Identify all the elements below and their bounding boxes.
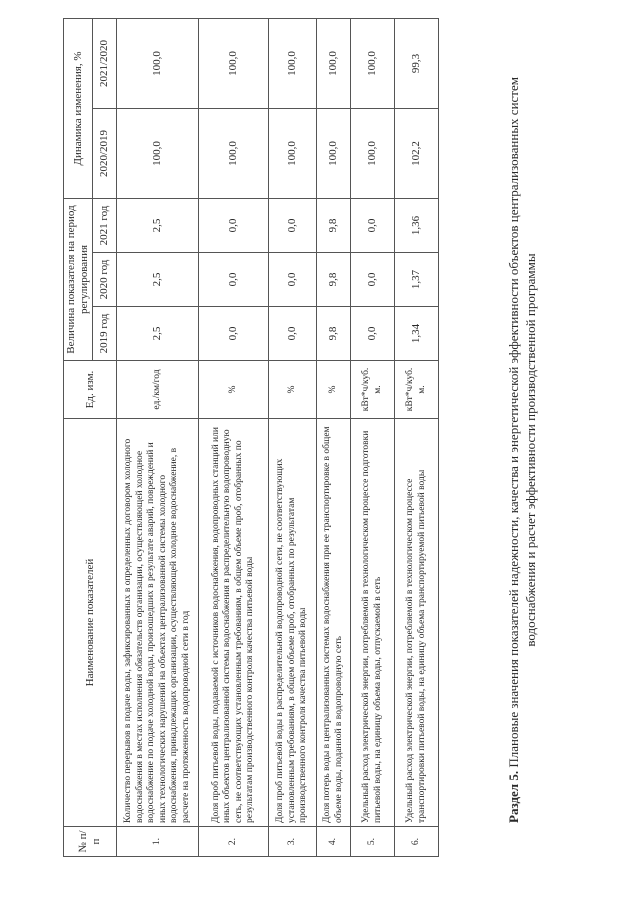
row-dynamics-1: 102,2	[395, 108, 439, 198]
table-row	[269, 18, 317, 856]
year-2020-header: 2020 год	[93, 253, 117, 307]
row-dynamics-1: 100,0	[199, 108, 269, 198]
row-value-2021: 2,5	[117, 198, 199, 252]
row-num: 3.	[269, 827, 317, 857]
year-2019-header: 2019 год	[93, 307, 117, 361]
section-title: Плановые значения показателей надежности, качества и энергетической эффективности объектов централизованных систем водоснабжения и расчет эффективности производственной программы	[506, 77, 538, 771]
table-row	[117, 18, 199, 856]
row-value-2020: 9,8	[317, 253, 351, 307]
row-value-2021: 0,0	[199, 198, 269, 252]
row-value-2020: 0,0	[351, 253, 395, 307]
row-name: Доля проб питьевой воды в распределительной водопроводной сети, не соответствующих установленным требованиям, в общем объеме проб, отобранных по результатам производственного контроля качества питьевой воды	[269, 419, 317, 827]
row-value-2021: 0,0	[269, 198, 317, 252]
row-value-2021: 9,8	[317, 198, 351, 252]
row-value-2020: 0,0	[199, 253, 269, 307]
row-dynamics-1: 100,0	[117, 108, 199, 198]
indicators-table	[63, 18, 439, 857]
row-value-2019: 1,34	[395, 307, 439, 361]
row-value-2019: 9,8	[317, 307, 351, 361]
row-num: 2.	[199, 827, 269, 857]
row-unit: кВт*ч/куб. м.	[395, 361, 439, 419]
row-dynamics-1: 100,0	[317, 108, 351, 198]
row-name: Доля проб питьевой воды, подаваемой с источников водоснабжения, водопроводных станций или иных объектов централизованной системы водоснабжения в распределительную водопроводную сеть, не соответствующих установленным требованиям, в общем объеме проб, отобранных по результатам производственного контроля качества питьевой воды	[199, 419, 269, 827]
row-unit: %	[317, 361, 351, 419]
row-dynamics-2: 100,0	[199, 18, 269, 108]
table-row	[351, 18, 395, 856]
row-value-2019: 0,0	[199, 307, 269, 361]
row-num: 4.	[317, 827, 351, 857]
row-dynamics-1: 100,0	[351, 108, 395, 198]
section-number: Раздел 5.	[506, 770, 521, 823]
section-heading	[505, 50, 539, 850]
row-dynamics-2: 100,0	[117, 18, 199, 108]
dynamics-2021-2020-header: 2021/2020	[93, 18, 117, 108]
table-row	[317, 18, 351, 856]
row-num: 1.	[117, 827, 199, 857]
row-value-2020: 0,0	[269, 253, 317, 307]
values-group-header: Величина показателя на период регулирования	[64, 198, 93, 360]
row-dynamics-1: 100,0	[269, 108, 317, 198]
row-dynamics-2: 100,0	[351, 18, 395, 108]
dynamics-group-header: Динамика изменения, %	[64, 18, 93, 198]
row-name: Удельный расход электрической энергии, потребляемой в технологическом процессе транспортировки питьевой воды, на единицу объема транспортируемой питьевой воды	[395, 419, 439, 827]
row-name: Удельный расход электрической энергии, потребляемой в технологическом процессе подготовки питьевой воды, на единицу объема воды, отпускаемой в сеть	[351, 419, 395, 827]
row-unit: кВт*ч/куб. м.	[351, 361, 395, 419]
row-num: 5.	[351, 827, 395, 857]
row-name: Доля потерь воды в централизованных системах водоснабжения при ее транспортировке в общем объеме воды, поданной в водопроводную сеть	[317, 419, 351, 827]
row-value-2021: 1,36	[395, 198, 439, 252]
row-num: 6.	[395, 827, 439, 857]
row-value-2020: 1,37	[395, 253, 439, 307]
row-value-2019: 0,0	[269, 307, 317, 361]
row-value-2019: 0,0	[351, 307, 395, 361]
row-dynamics-2: 100,0	[317, 18, 351, 108]
col-unit-header: Ед. изм.	[64, 361, 117, 419]
dynamics-2020-2019-header: 2020/2019	[93, 108, 117, 198]
col-num-header: № п/п	[64, 827, 117, 857]
row-dynamics-2: 99,3	[395, 18, 439, 108]
row-unit: %	[199, 361, 269, 419]
table-row	[395, 18, 439, 856]
year-2021-header: 2021 год	[93, 198, 117, 252]
row-value-2021: 0,0	[351, 198, 395, 252]
row-dynamics-2: 100,0	[269, 18, 317, 108]
row-value-2020: 2,5	[117, 253, 199, 307]
col-name-header: Наименование показателей	[64, 419, 117, 827]
table-row	[199, 18, 269, 856]
row-unit: ед./км/год	[117, 361, 199, 419]
row-value-2019: 2,5	[117, 307, 199, 361]
row-name: Количество перерывов в подаче воды, зафиксированных в определенных договором холодного водоснабжения в местах исполнения обязательств организации, осуществляющей холодное водоснабжение по подаче холодной воды, произошедших в результате аварий, повреждений и иных технологических нарушений на объектах централизованной системы холодного водоснабжения, принадлежащих организации, осуществляющей холодное водоснабжение, в расчете на протяженность водопроводной сети в год	[117, 419, 199, 827]
row-unit: %	[269, 361, 317, 419]
